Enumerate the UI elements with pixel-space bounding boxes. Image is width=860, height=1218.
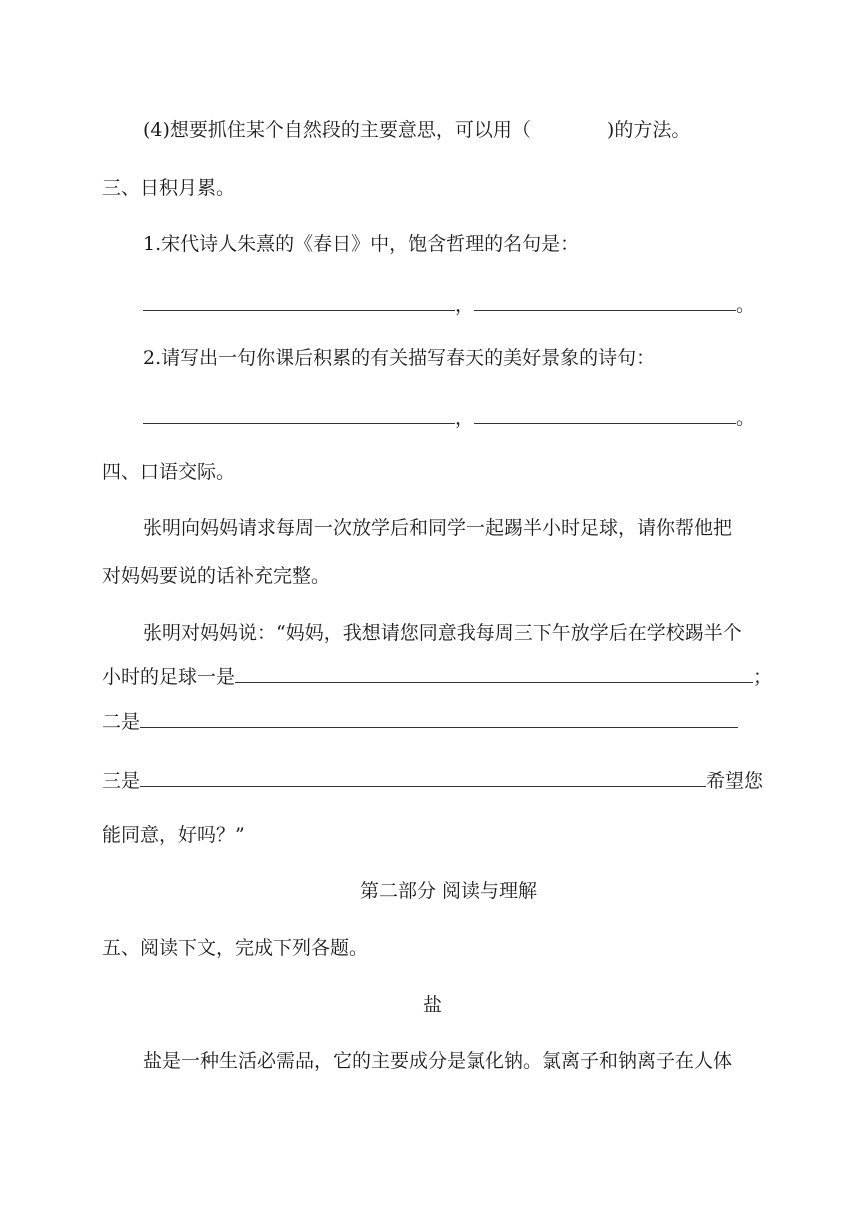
section-5-heading: 五、阅读下文，完成下列各题。 bbox=[102, 937, 369, 959]
semicolon: ； bbox=[753, 666, 773, 688]
question-text: (4)想要抓住某个自然段的主要意思，可以用（ bbox=[143, 119, 531, 141]
answer-blank[interactable] bbox=[474, 403, 736, 424]
section-4-dialog-line-4 bbox=[102, 766, 763, 793]
dialog-prefix: 小时的足球一是 bbox=[102, 666, 236, 688]
passage-title: 盐 bbox=[423, 994, 443, 1016]
section-4-intro-line-1: 张明向妈妈请求每周一次放学后和同学一起踢半小时足球，请你帮他把 bbox=[143, 517, 733, 539]
period: 。 bbox=[736, 294, 756, 316]
section-4-heading: 四、口语交际。 bbox=[102, 461, 236, 483]
answer-blank[interactable] bbox=[143, 290, 455, 311]
dialog-prefix: 二是 bbox=[102, 711, 141, 733]
question-text-suffix: )的方法。 bbox=[606, 119, 691, 141]
section-4-dialog-line-2 bbox=[102, 662, 772, 689]
section-3-question-1: 1.宋代诗人朱熹的《春日》中，饱含哲理的名句是： bbox=[143, 233, 580, 255]
section-4-dialog-line-1: 张明对妈妈说：“妈妈，我想请您同意我每周三下午放学后在学校踢半个 bbox=[143, 622, 742, 644]
answer-blank[interactable] bbox=[140, 707, 738, 728]
dialog-prefix: 三是 bbox=[102, 770, 141, 792]
section-3-answer-line-1 bbox=[143, 290, 755, 317]
section-3-answer-line-2 bbox=[143, 403, 755, 430]
section-4-dialog-line-3 bbox=[102, 707, 738, 734]
section-4-intro-line-2: 对妈妈要说的话补充完整。 bbox=[102, 565, 331, 587]
comma: ， bbox=[455, 294, 475, 316]
dialog-suffix: 希望您 bbox=[706, 770, 764, 792]
period: 。 bbox=[736, 407, 756, 429]
section-3-heading: 三、日积月累。 bbox=[102, 177, 236, 199]
part-2-heading: 第二部分 阅读与理解 bbox=[360, 880, 538, 902]
section-4-dialog-line-5: 能同意，好吗？” bbox=[102, 824, 245, 846]
answer-blank[interactable] bbox=[143, 403, 455, 424]
section-3-question-2: 2.请写出一句你课后积累的有关描写春天的美好景象的诗句： bbox=[143, 347, 656, 369]
answer-blank[interactable] bbox=[140, 766, 706, 787]
comma: ， bbox=[455, 407, 475, 429]
question-3-4 bbox=[143, 118, 690, 142]
passage-line-1: 盐是一种生活必需品，它的主要成分是氯化钠。氯离子和钠离子在人体 bbox=[143, 1050, 733, 1072]
answer-blank[interactable] bbox=[474, 290, 736, 311]
answer-blank[interactable] bbox=[235, 662, 753, 683]
